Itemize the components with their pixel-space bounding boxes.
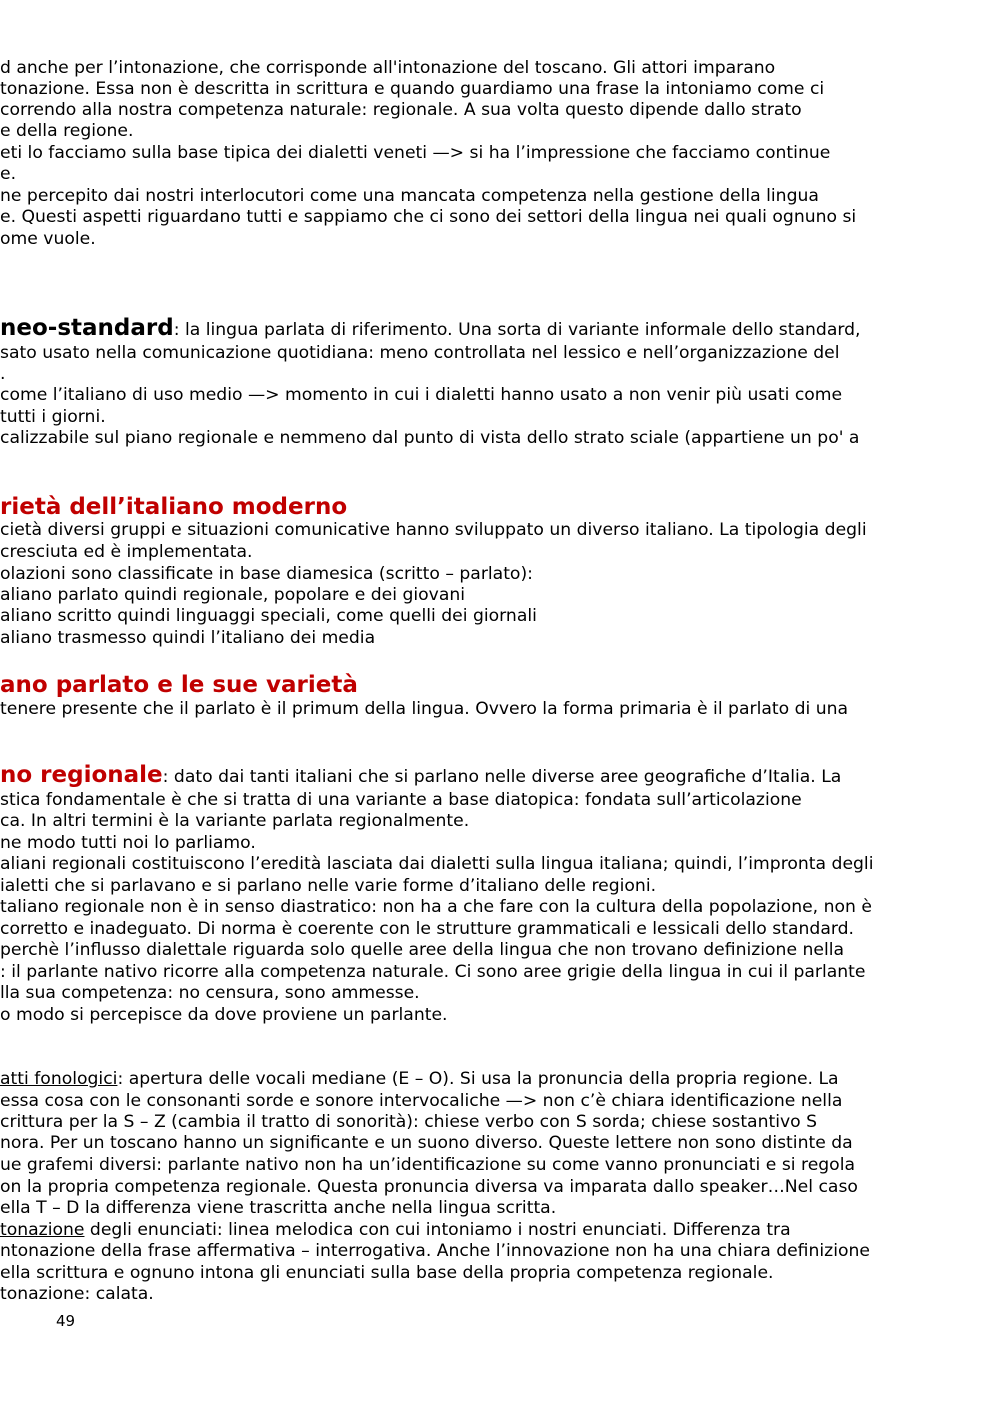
intro-line: e. bbox=[0, 164, 17, 184]
fonologici-line: essa cosa con le consonanti sorde e sonore intervocaliche —> non c’è chiara identificazione nella bbox=[0, 1091, 843, 1111]
neostandard-definition: : la lingua parlata di riferimento. Una sorta di variante informale dello standard, bbox=[173, 320, 861, 340]
intro-line: tonazione. Essa non è descritta in scrittura e quando guardiamo una frase la intoniamo come ci bbox=[0, 79, 825, 99]
neostandard-first-line bbox=[0, 315, 861, 341]
intro-line: e. Questi aspetti riguardano tutti e sappiamo che ci sono dei settori della lingua nei quali ognuno si bbox=[0, 207, 857, 227]
neostandard-line: tutti i giorni. bbox=[0, 407, 106, 427]
intro-line: ne percepito dai nostri interlocutori come una mancata competenza nella gestione della lingua bbox=[0, 186, 819, 206]
regionale-line: ialetti che si parlavano e si parlano nelle varie forme d’italiano delle regioni. bbox=[0, 876, 657, 896]
neostandard-line: sato usato nella comunicazione quotidiana: meno controllata nel lessico e nell’organizzazione del bbox=[0, 343, 840, 363]
varieta-line: olazioni sono classificate in base diamesica (scritto – parlato): bbox=[0, 564, 533, 584]
fonologici-line: nora. Per un toscano hanno un significante e un suono diverso. Queste lettere non sono distinte da bbox=[0, 1133, 853, 1153]
varieta-line: aliano parlato quindi regionale, popolare e dei giovani bbox=[0, 585, 466, 605]
intonazione-definition: degli enunciati: linea melodica con cui intoniamo i nostri enunciati. Differenza tra bbox=[84, 1220, 791, 1240]
regionale-first-line bbox=[0, 762, 842, 788]
intro-line: ome vuole. bbox=[0, 229, 96, 249]
varieta-line: cresciuta ed è implementata. bbox=[0, 542, 253, 562]
regionale-line: taliano regionale non è in senso diastratico: non ha a che fare con la cultura della popolazione, non è bbox=[0, 897, 872, 917]
varieta-line: cietà diversi gruppi e situazioni comunicative hanno sviluppato un diverso italiano. La tipologia degli bbox=[0, 520, 867, 540]
regionale-line: lla sua competenza: no censura, sono ammesse. bbox=[0, 983, 420, 1003]
intro-line: correndo alla nostra competenza naturale: regionale. A sua volta questo dipende dallo strato bbox=[0, 100, 802, 120]
regionale-definition: : dato dai tanti italiani che si parlano nelle diverse aree geografiche d’Italia. La bbox=[162, 767, 842, 787]
regionale-line: corretto e inadeguato. Di norma è coerente con le strutture grammaticali e lessicali dello standard. bbox=[0, 919, 854, 939]
neostandard-line: . bbox=[0, 364, 6, 384]
varieta-line: aliano scritto quindi linguaggi speciali, come quelli dei giornali bbox=[0, 606, 537, 626]
regionale-line: o modo si percepisce da dove proviene un parlante. bbox=[0, 1005, 448, 1025]
neostandard-term: neo-standard bbox=[0, 315, 174, 341]
parlato-line: tenere presente che il parlato è il primum della lingua. Ovvero la forma primaria è il parlato di una bbox=[0, 699, 849, 719]
regionale-line: aliani regionali costituiscono l’eredità lasciata dai dialetti sulla lingua italiana; quindi, l’impronta degli bbox=[0, 854, 874, 874]
intonazione-line: ntonazione della frase affermativa – interrogativa. Anche l’innovazione non ha una chiara definizione bbox=[0, 1241, 870, 1261]
varieta-line: aliano trasmesso quindi l’italiano dei media bbox=[0, 628, 376, 648]
regionale-term: no regionale bbox=[0, 762, 163, 788]
fonologici-line: ue grafemi diversi: parlante nativo non ha un’identificazione su come vanno pronunciati e si regola bbox=[0, 1155, 856, 1175]
section-heading-varieta: rietà dell’italiano moderno bbox=[0, 494, 348, 520]
regionale-line: ne modo tutti noi lo parliamo. bbox=[0, 833, 256, 853]
page-number: 49 bbox=[56, 1312, 76, 1330]
intonazione-line: tonazione: calata. bbox=[0, 1284, 154, 1304]
intonazione-term: tonazione bbox=[0, 1220, 85, 1240]
intonazione-line: ella scrittura e ognuno intona gli enunciati sulla base della propria competenza regionale. bbox=[0, 1263, 774, 1283]
fonologici-definition: : apertura delle vocali mediane (E – O). Si usa la pronuncia della propria regione. La bbox=[117, 1069, 839, 1089]
regionale-line: perchè l’influsso dialettale riguarda solo quelle aree della lingua che non trovano definizione nella bbox=[0, 940, 845, 960]
section-heading-parlato: ano parlato e le sue varietà bbox=[0, 672, 358, 698]
intonazione-first-line bbox=[0, 1220, 791, 1241]
intro-line: e della regione. bbox=[0, 121, 134, 141]
intro-line: eti lo facciamo sulla base tipica dei dialetti veneti —> si ha l’impressione che facciamo continue bbox=[0, 143, 831, 163]
fonologici-term: atti fonologici bbox=[0, 1069, 118, 1089]
neostandard-line: calizzabile sul piano regionale e nemmeno dal punto di vista dello strato sciale (appartiene un po' a bbox=[0, 428, 860, 448]
fonologici-line: on la propria competenza regionale. Questa pronuncia diversa va imparata dallo speaker…Nel caso bbox=[0, 1177, 858, 1197]
regionale-line: stica fondamentale è che si tratta di una variante a base diatopica: fondata sull’articolazione bbox=[0, 790, 802, 810]
fonologici-line: crittura per la S – Z (cambia il tratto di sonorità): chiese verbo con S sorda; chiese sostantivo S bbox=[0, 1112, 818, 1132]
fonologici-line: ella T – D la differenza viene trascritta anche nella lingua scritta. bbox=[0, 1198, 557, 1218]
regionale-line: : il parlante nativo ricorre alla competenza naturale. Ci sono aree grigie della lingua in cui il parlante bbox=[0, 962, 866, 982]
regionale-line: ca. In altri termini è la variante parlata regionalmente. bbox=[0, 811, 470, 831]
intro-line: d anche per l’intonazione, che corrisponde all'intonazione del toscano. Gli attori imparano bbox=[0, 58, 776, 78]
neostandard-line: come l’italiano di uso medio —> momento in cui i dialetti hanno usato a non venir più usati come bbox=[0, 385, 843, 405]
fonologici-first-line bbox=[0, 1069, 839, 1090]
